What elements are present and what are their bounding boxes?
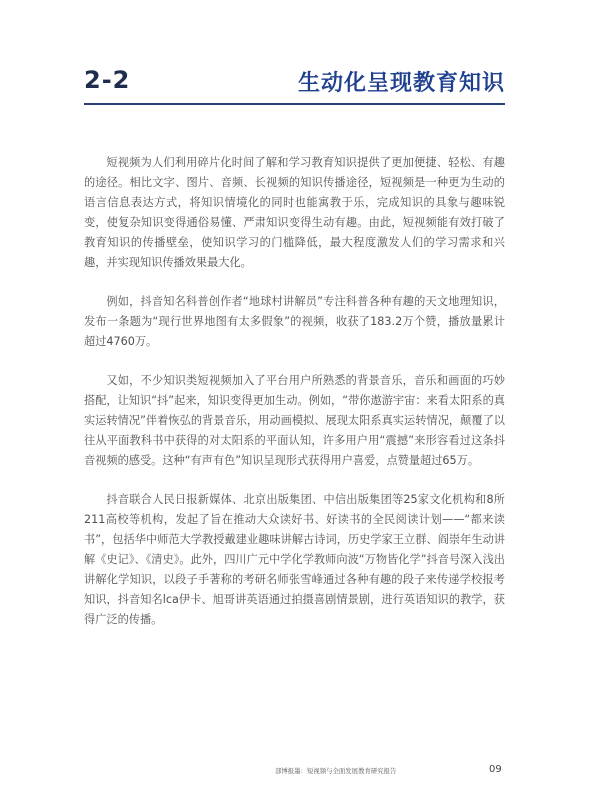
paragraph-intro: 短视频为人们利用碎片化时间了解和学习教育知识提供了更加便捷、轻松、有趣的途径。相比文字、图片、音频、长视频的知识传播途径，短视频是一种更为生动的语言信息表达方式，将知识情境化的同时也能寓教于乐，完成知识的具象与趣味锐变，使复杂知识变得通俗易懂、严肃知识变得生动有趣。由此，短视频能有效打破了教育知识的传播壁垒，使知识学习的门槛降低，最大程度激发人们的学习需求和兴趣，并实现知识传播效果最大化。 xyxy=(84,156,505,269)
page-footer xyxy=(0,763,591,779)
header-divider xyxy=(84,103,505,105)
paragraph-example-2: 又如，不少知识类短视频加入了平台用户所熟悉的背景音乐，音乐和画面的巧妙搭配，让知识“抖”起来，知识变得更加生动。例如，“带你遨游宇宙：来看太阳系的真实运转情况”伴着恢弘的背景音乐，用动画模拟、展现太阳系真实运转情况，颠覆了以往从平面教科书中获得的对太阳系的平面认知，许多用户用“震撼”来形容看过这条抖音视频的感受。这种“有声有色”知识呈现形式获得用户喜爱，点赞量超过65万。 xyxy=(84,374,505,467)
page-number: 09 xyxy=(489,764,502,775)
paragraph-example-3: 抖音联合人民日报新媒体、北京出版集团、中信出版集团等25家文化机构和8所211高校等机构，发起了旨在推动大众读好书、好读书的全民阅读计划——“都来读书”，包括华中师范大学教授戴建业趣味讲解古诗词，历史学家王立群、阎崇年生动讲解《史记》、《清史》。此外，四川广元中学化学教师向波“万物皆化学”抖音号深入浅出讲解化学知识，以段子手著称的考研名师张雪峰通过各种有趣的段子来传递学校报考知识，抖音知名lca伊卡、旭哥讲英语通过拍摄喜剧情景剧，进行英语知识的教学，获得广泛的传播。 xyxy=(84,493,505,626)
section-number: 2-2 xyxy=(84,66,131,94)
footer-report-title: 部博报墨：短视频与全面发展教育研究报告 xyxy=(275,767,397,775)
paragraph-example-1: 例如，抖音知名科普创作者“地球村讲解员”专注科普各种有趣的天文地理知识，发布一条题为“现行世界地图有太多假象”的视频，收获了183.2万个赞，播放量累计超过4760万。 xyxy=(84,295,505,348)
body-content xyxy=(84,153,505,649)
section-title: 生动化呈现教育知识 xyxy=(297,71,505,96)
